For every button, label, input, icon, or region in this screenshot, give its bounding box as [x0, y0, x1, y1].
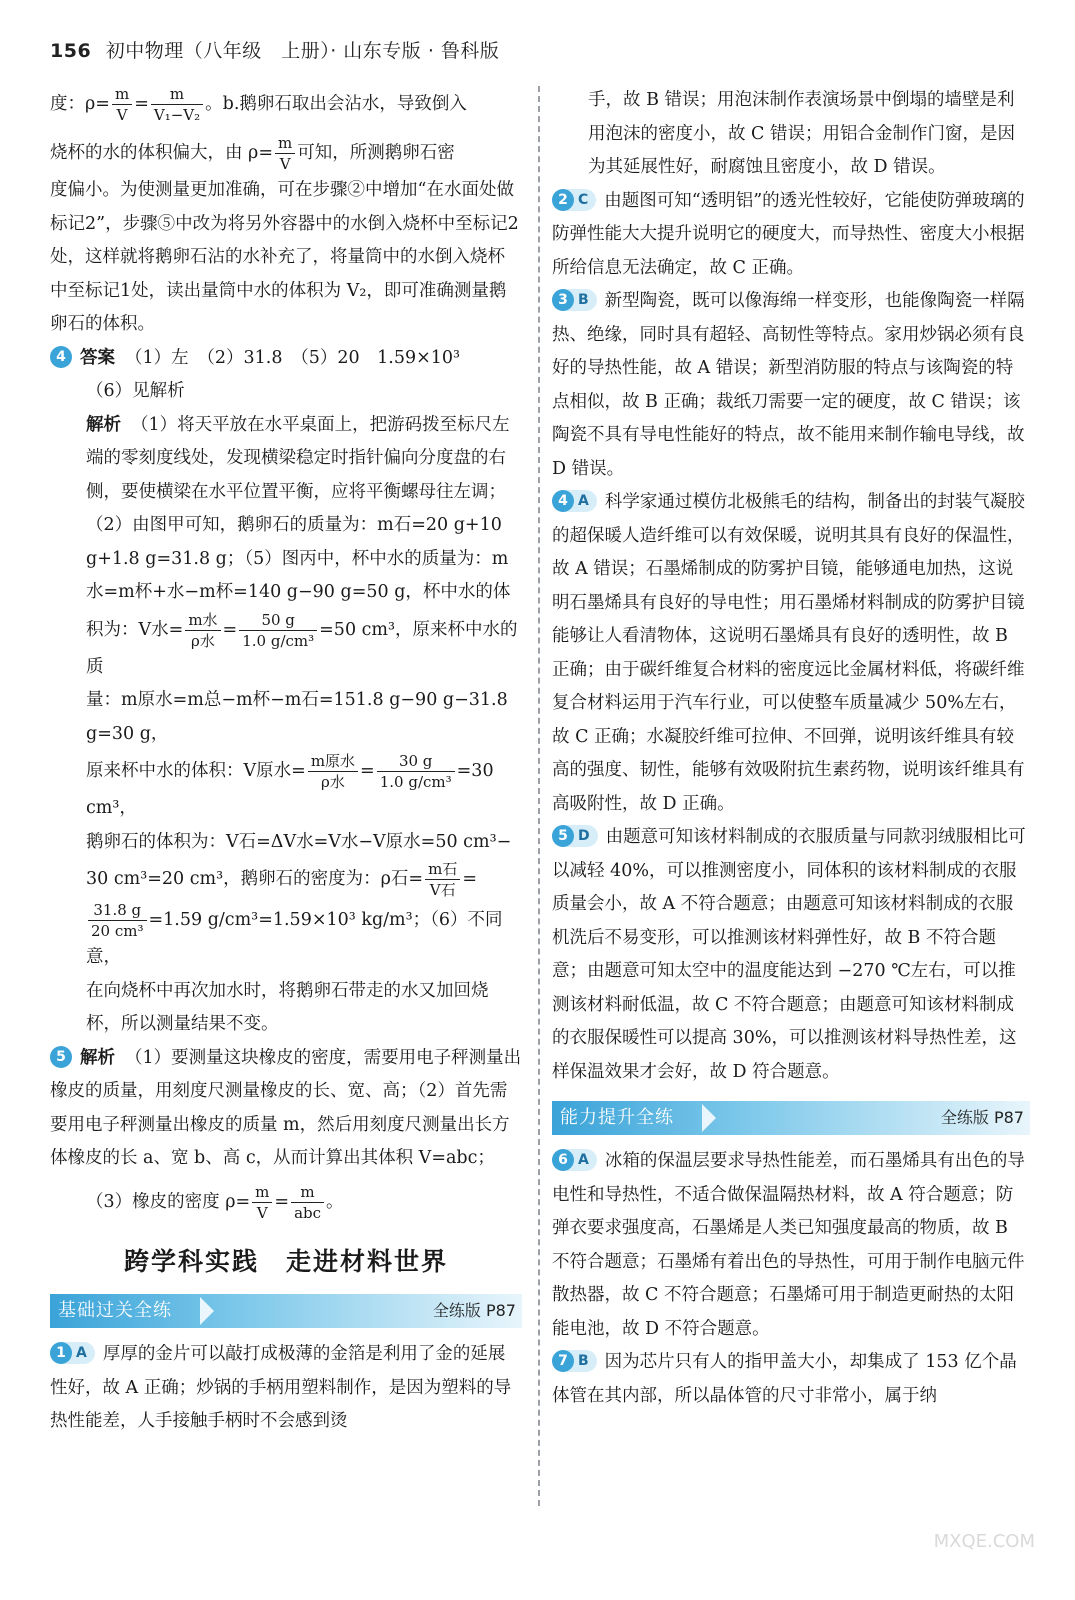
chevron-right-icon	[200, 1297, 214, 1325]
q5-formula: （3）橡皮的密度 ρ= $\frac{m}{V}$ = $\frac{m}{\text{abc}}$ 。	[86, 1182, 344, 1222]
left-column	[50, 84, 522, 1439]
question-answer-tag: 7 B	[552, 1350, 597, 1372]
analysis-keyword: 解析	[80, 1047, 115, 1068]
q4-mass-line: 量：m原水=m总−m杯−m石=151.8 g−90 g−31.8 g=30 g，	[86, 690, 508, 744]
q2-answer: 2 C 由题图可知“透明铝”的透光性较好，它能使防弹玻璃的防弹性能大大提升说明它的硬度大，而导热性、密度大小根据所给信息无法确定，故 C 正确。	[552, 190, 1025, 278]
fraction: $\frac{m}{V}$	[252, 1182, 272, 1223]
fraction: $\frac{30 g}{\text{1.0 g/cm³}}$	[377, 751, 455, 792]
q6-answer: 6 A 冰箱的保温层要求导热性能差，而石墨烯具有出色的导电性和导热性，不适合做保温隔热材料，故 A 符合题意；防弹衣要求强度高，石墨烯是人类已知强度最高的物质，故 B 不符合题意；石墨烯有着出色的导热性，可用于制作电脑元件散热器，故 C 不符合题意；石墨烯可用于制造更耐热的太阳能电池，故 D 不符合题意。	[552, 1151, 1025, 1339]
paragraph: 度偏小。为使测量更加准确，可在步骤②中增加“在水面处做标记2”，步骤⑤中改为将另外容器中的水倒入烧杯中至标记2处，这样就将鹅卵石沾的水补充了，将量筒中的水倒入烧杯中至标记1处，读出量筒中水的体积为 V₂，即可准确测量鹅卵石的体积。	[50, 180, 519, 334]
fraction: $\frac{m}{V}$	[112, 84, 132, 125]
fraction: $\frac{31.8 g}{\text{20 cm³}}$	[88, 900, 147, 941]
fraction: $\frac{m}{\text{V₁−V₂}}$	[151, 84, 203, 125]
section-bar-label: 能力提升全练	[560, 1107, 674, 1128]
q4-answer-line2: （6）见解析	[86, 381, 185, 401]
question-number-badge: 5	[50, 1046, 72, 1068]
q5-right-answer: 5 D 由题意可知该材料制成的衣服质量与同款羽绒服相比可以减轻 40%，可以推测密度小，同体积的该材料制成的衣服质量会小，故 A 不符合题意；由题意可知该材料制成的衣服机洗后不易变形，可以推测该材料弹性好，故 B 不符合题意；由题意可知太空中的温度能达到 −270 ℃左右，可以推测该材料耐低温，故 C 不符合题意；由题意可知该材料制成的衣服保暖性可以提高 30%，可以推测该材料导热性差，这样保温效果才会好，故 D 符合题意。	[552, 827, 1026, 1082]
fraction: $\frac{\text{m原水}}{\text{ρ水}}$	[308, 751, 358, 792]
formula-line-1: 度：ρ= $\frac{m}{V}$ = $\frac{m}{\text{V₁−V₂}}$ 。b.鹅卵石取出会沾水，导致倒入	[50, 85, 467, 124]
formula-line-2: 烧杯的水的体积偏大，由 ρ= $\frac{m}{V}$ 可知，所测鹅卵石密	[50, 134, 455, 173]
section-bar-ref: 全练版 P87	[432, 1301, 516, 1320]
section-bar-advanced	[552, 1101, 1030, 1135]
analysis-keyword: 解析	[86, 414, 121, 435]
column-divider	[538, 86, 540, 1506]
book-title: 初中物理（八年级 上册）· 山东专版 · 鲁科版	[105, 40, 500, 62]
fraction: $\frac{\text{m水}}{\text{ρ水}}$	[185, 610, 220, 651]
answer-keyword: 答案	[80, 347, 115, 368]
q3-answer: 3 B 新型陶瓷，既可以像海绵一样变形，也能像陶瓷一样隔热、绝缘，同时具有超轻、高韧性等特点。家用炒锅必须有良好的导热性能，故 A 错误；新型消防服的特点与该陶瓷的特点相似，故 B 正确；裁纸刀需要一定的硬度，故 C 错误；该陶瓷不具有导电性能好的特点，故不能用来制作输电导线，故 D 错误。	[552, 291, 1025, 479]
question-answer-tag: 3 B	[552, 289, 597, 311]
q4-stone-volume: 鹅卵石的体积为：V石=ΔV水=V水−V原水=50 cm³−	[86, 831, 512, 852]
page-number: 156	[50, 40, 92, 62]
question-answer-tag: 4 A	[552, 490, 597, 512]
section-title: 跨学科实践 走进材料世界	[123, 1246, 448, 1276]
chevron-right-icon	[702, 1104, 716, 1132]
q4-right-answer: 4 A 科学家通过模仿北极熊毛的结构，制备出的封装气凝胶的超保暖人造纤维可以有效保暖，说明其具有良好的保温性，故 A 错误；石墨烯制成的防雾护目镜，能够通电加热，这说明石墨烯具有良好的导电性；用石墨烯材料制成的防雾护目镜能够让人看清物体，这说明石墨烯具有良好的透明性，故 B 正确；由于碳纤维复合材料的密度远比金属材料低，将碳纤维复合材料运用于汽车行业，可以使整车质量减少 50%左右，故 C 正确；水凝胶纤维可拉伸、不回弹，说明该纤维具有较高的强度、韧性，能够有效吸附抗生素药物，说明该纤维具有高吸附性，故 D 正确。	[552, 492, 1025, 814]
q5-analysis: 5 解析 （1）要测量这块橡皮的密度，需要用电子秤测量出橡皮的质量，用刻度尺测量橡皮的长、宽、高；（2）首先需要用电子秤测量出橡皮的质量 m，然后用刻度尺测量出长方体橡皮的长 a、宽 b、高 c，从而计算出其体积 V=abc；	[50, 1047, 522, 1168]
page-header	[50, 36, 499, 63]
fraction: $\frac{m}{\text{abc}}$	[291, 1182, 324, 1223]
q4-analysis: 解析 （1）将天平放在水平桌面上，把游码拨至标尺左端的零刻度线处，发现横梁稳定时指针偏向分度盘的右侧，要使横梁在水平位置平衡，应将平衡螺母往左调；（2）由图甲可知，鹅卵石的质量为：m石=20 g+10 g+1.8 g=31.8 g；（5）图丙中，杯中水的质量为：m水=m杯+水−m杯=140 g−90 g=50 g，杯中水的体	[86, 414, 511, 602]
paragraph: 手，故 B 错误；用泡沫制作表演场景中倒塌的墙壁是利用泡沫的密度小，故 C 错误；用铝合金制作门窗，是因为其延展性好，耐腐蚀且密度小，故 D 错误。	[588, 90, 1016, 177]
section-bar-basic	[50, 1294, 522, 1328]
question-number-badge: 4	[50, 346, 72, 368]
question-answer-tag: 2 C	[552, 189, 596, 211]
q4-answer: 4 答案 （1）左 （2）31.8 （5）20 1.59×10³	[50, 342, 522, 376]
question-answer-tag: 1 A	[50, 1342, 95, 1364]
q4-formula-volume: 积为：V水= $\frac{\text{m水}}{\text{ρ水}}$ = $\frac{50 g}{\text{1.0 g/cm³}}$ =50 cm³，原来杯中水的质	[86, 610, 518, 677]
question-answer-tag: 6 A	[552, 1149, 597, 1171]
fraction: $\frac{\text{m石}}{\text{V石}}$	[425, 859, 460, 900]
q4-formula-density: 30 cm³=20 cm³，鹅卵石的密度为：ρ石= $\frac{\text{m石}}{\text{V石}}$ =	[86, 860, 478, 899]
q4-conclusion: 在向烧杯中再次加水时，将鹅卵石带走的水又加回烧杯，所以测量结果不变。	[86, 980, 489, 1034]
fraction: $\frac{m}{V}$	[275, 133, 295, 174]
right-column	[552, 84, 1030, 1413]
q7-answer: 7 B 因为芯片只有人的指甲盖大小，却集成了 153 亿个晶体管在其内部，所以晶体管的尺寸非常小，属于纳	[552, 1352, 1017, 1406]
q4-formula-result: $\frac{31.8 g}{\text{20 cm³}}$ =1.59 g/cm³=1.59×10³ kg/m³；（6）不同意，	[86, 901, 503, 967]
watermark-logo: MXQE.COM	[933, 1531, 1035, 1552]
question-answer-tag: 5 D	[552, 825, 598, 847]
q1-answer: 1 A 厚厚的金片可以敲打成极薄的金箔是利用了金的延展性好，故 A 正确；炒锅的手柄用塑料制作，是因为塑料的导热性能差，人手接触手柄时不会感到烫	[50, 1344, 512, 1431]
section-bar-label: 基础过关全练	[58, 1300, 172, 1321]
fraction: $\frac{50 g}{\text{1.0 g/cm³}}$	[239, 610, 317, 651]
section-bar-ref: 全练版 P87	[940, 1108, 1024, 1127]
q4-formula-orig-volume: 原来杯中水的体积：V原水= $\frac{\text{m原水}}{\text{ρ水}}$ = $\frac{30 g}{\text{1.0 g/cm³}}$ =30 cm³，	[86, 752, 494, 818]
